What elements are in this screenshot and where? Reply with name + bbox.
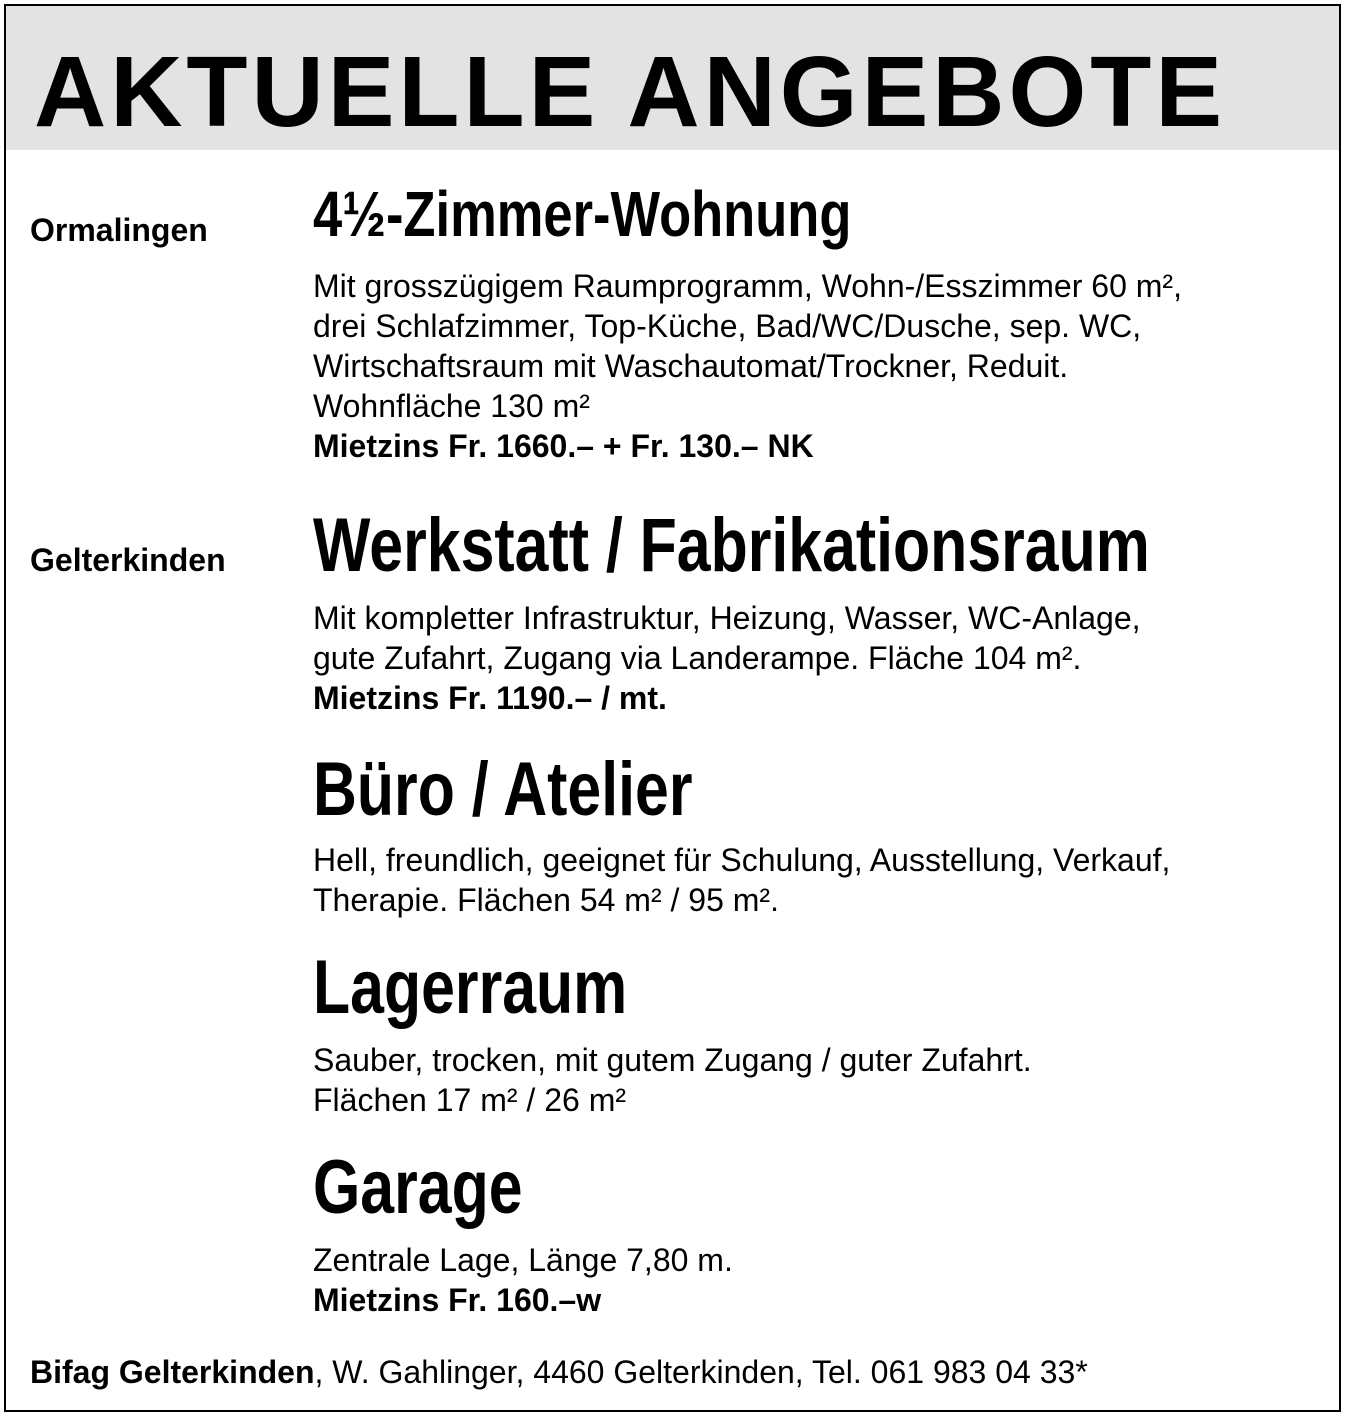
page-title: AKTUELLE ANGEBOTE — [34, 36, 1227, 148]
listing-title: Werkstatt / Fabrikationsraum — [313, 503, 1150, 588]
listing-price: Mietzins Fr. 1660.– + Fr. 130.– NK — [313, 428, 814, 464]
footer-contact — [30, 1352, 1088, 1392]
description-line: Zentrale Lage, Länge 7,80 m. — [313, 1242, 733, 1278]
description-line: Sauber, trocken, mit gutem Zugang / guter Zufahrt. — [313, 1042, 1032, 1078]
description-line: Wohnfläche 130 m² — [313, 388, 590, 424]
description-line: Flächen 17 m² / 26 m² — [313, 1082, 626, 1118]
description-line: Mit grosszügigem Raumprogramm, Wohn-/Esszimmer 60 m², — [313, 268, 1182, 304]
description-line: Mit kompletter Infrastruktur, Heizung, Wasser, WC-Anlage, — [313, 600, 1141, 636]
listing-title: Lagerraum — [313, 945, 628, 1030]
description-line: Wirtschaftsraum mit Waschautomat/Trockner, Reduit. — [313, 348, 1069, 384]
description-line: drei Schlafzimmer, Top-Küche, Bad/WC/Dusche, sep. WC, — [313, 308, 1142, 344]
listing-location: Gelterkinden — [30, 542, 226, 578]
description-line: Hell, freundlich, geeignet für Schulung, Ausstellung, Verkauf, — [313, 842, 1171, 878]
description-line: gute Zufahrt, Zugang via Landerampe. Fläche 104 m². — [313, 640, 1082, 676]
description-line: Therapie. Flächen 54 m² / 95 m². — [313, 882, 779, 918]
listing-price: Mietzins Fr. 160.–w — [313, 1282, 602, 1318]
listing-title: Garage — [313, 1145, 523, 1230]
listing-price: Mietzins Fr. 1190.– / mt. — [313, 680, 667, 716]
listing-title: Büro / Atelier — [313, 747, 693, 832]
listing-description — [313, 840, 1170, 920]
header-band — [6, 6, 1339, 150]
listing-description — [313, 1240, 733, 1320]
listing-description — [313, 1040, 1032, 1120]
listing-title: 4½-Zimmer-Wohnung — [313, 178, 852, 250]
footer-company: Bifag Gelterkinden — [30, 1354, 315, 1390]
footer-contact-details: , W. Gahlinger, 4460 Gelterkinden, Tel. 061 983 04 33* — [314, 1354, 1088, 1390]
listing-description — [313, 598, 1141, 718]
listing-location: Ormalingen — [30, 212, 208, 248]
listing-description — [313, 266, 1182, 466]
